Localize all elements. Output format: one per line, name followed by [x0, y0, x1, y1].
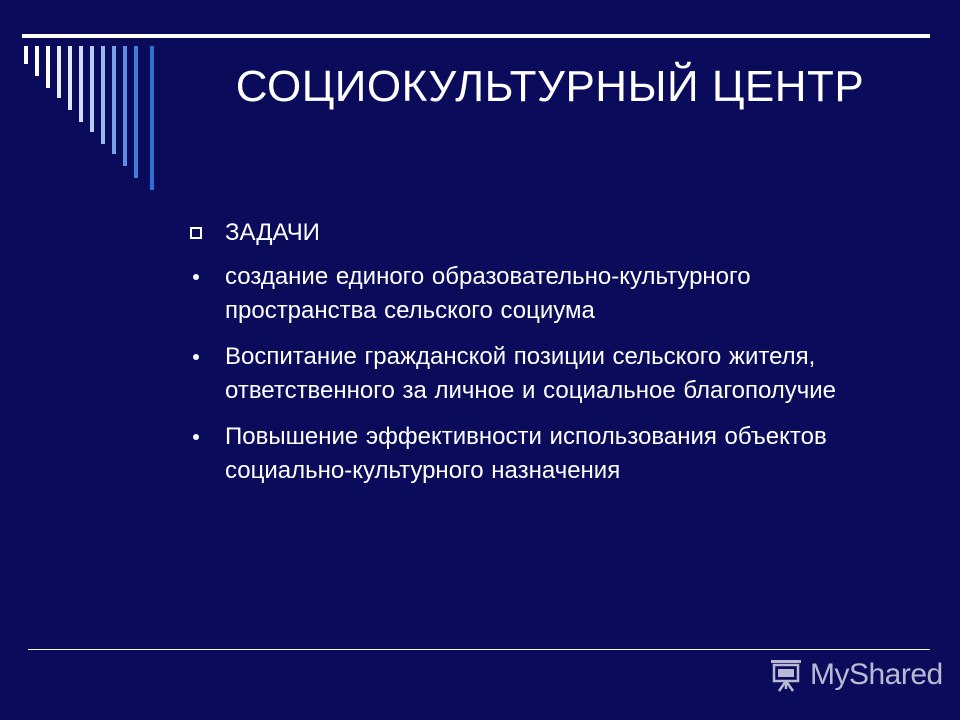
- stripe: [150, 46, 154, 190]
- stripe: [90, 46, 94, 132]
- stripe: [24, 46, 28, 64]
- slide-title: СОЦИОКУЛЬТУРНЫЙ ЦЕНТР: [235, 62, 865, 111]
- bottom-divider: [28, 649, 930, 650]
- stripe: [134, 46, 138, 178]
- list-item: [188, 260, 908, 328]
- top-divider: [22, 34, 930, 38]
- section-heading: [188, 216, 908, 250]
- stripe: [112, 46, 116, 154]
- list-item: [188, 340, 908, 408]
- list-item-text: создание единого образовательно-культурного пространства сельского социума: [225, 263, 751, 324]
- stripe: [123, 46, 127, 166]
- dot-bullet-icon: [193, 354, 199, 360]
- list-item: [188, 420, 908, 488]
- stripe: [46, 46, 50, 88]
- watermark-text: MyShared: [810, 658, 943, 691]
- watermark: [768, 656, 943, 694]
- dot-bullet-icon: [193, 434, 199, 440]
- presentation-board-icon: [768, 658, 804, 692]
- list-item-text: Воспитание гражданской позиции сельского жителя, ответственного за личное и социальное благополучие: [225, 343, 837, 404]
- stripe: [101, 46, 105, 144]
- list-item-text: Повышение эффективности использования объектов социально-культурного назначения: [225, 423, 827, 484]
- task-list: [188, 216, 908, 500]
- stripe: [79, 46, 83, 122]
- section-heading-label: ЗАДАЧИ: [225, 219, 320, 246]
- stripe: [68, 46, 72, 110]
- stripe: [35, 46, 39, 76]
- dot-bullet-icon: [193, 274, 199, 280]
- stripe: [57, 46, 61, 98]
- square-bullet-icon: [190, 227, 202, 239]
